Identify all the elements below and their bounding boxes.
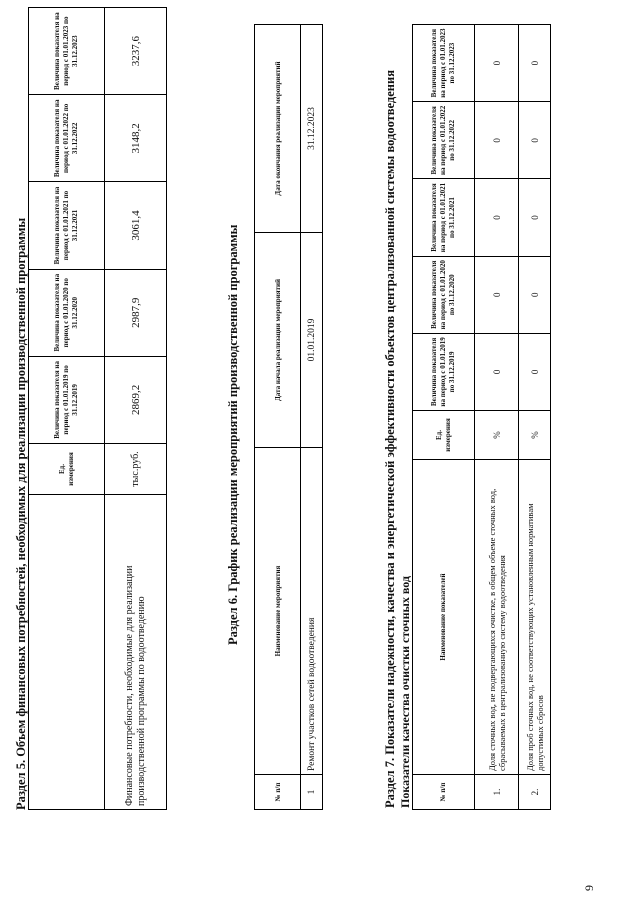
start-date: 01.01.2019 [301,233,323,448]
header-cell: Величина показателя на период с 01.01.2022 по 31.12.2022 [413,102,475,179]
header-cell: Ед. измерения [413,411,475,460]
page-number: 9 [582,885,596,891]
header-cell: Величина показателя на период с 01.01.2020 по 31.12.2020 [413,256,475,333]
value-cell: 3061,4 [105,182,167,269]
row-number: 1 [301,775,323,810]
table-header-row [413,25,475,810]
value-cell: 3237,6 [105,8,167,95]
value-cell: 0 [519,102,551,179]
value-cell: 0 [519,25,551,102]
section7-title: Раздел 7. Показатели надежности, качества и энергетической эффективности объектов централизованной системы водоотведения [383,70,397,808]
header-cell: Наименование мероприятия [255,448,301,775]
table-row [475,25,519,810]
indicator-name: Доля проб сточных вод, не соответствующих установленным нормативам допустимых сбросов [519,460,551,775]
value-cell: 0 [519,333,551,410]
header-cell: Величина показателя на период с 01.01.2021 по 31.12.2021 [29,182,105,269]
table-header-row [255,25,301,810]
unit-cell: тыс.руб. [105,444,167,495]
table-header-row [29,8,105,810]
section5-title: Раздел 5. Объем финансовых потребностей, необходимых для реализации производственной программы [14,217,28,810]
row-number: 2. [519,775,551,810]
value-cell: 3148,2 [105,95,167,182]
unit-cell: % [519,411,551,460]
header-cell: Дата окончания реализации мероприятий [255,25,301,233]
header-cell: Величина показателя на период с 01.01.2019 по 31.12.2019 [413,333,475,410]
section7-subtitle: Показатели качества очистки сточных вод [398,576,412,808]
header-cell: Величина показателя на период с 01.01.2020 по 31.12.2020 [29,269,105,356]
header-cell: Наименование показателей [413,460,475,775]
value-cell: 2869,2 [105,356,167,443]
value-cell: 0 [475,256,519,333]
row-number: 1. [475,775,519,810]
activity-name: Ремонт участков сетей водоотведения [301,448,323,775]
header-cell: № п/п [255,775,301,810]
header-cell: Величина показателя на период с 01.01.2019 по 31.12.2019 [29,356,105,443]
indicator-name: Финансовые потребности, необходимые для реализации производственной программы по водоотведению [105,495,167,810]
header-cell: Дата начала реализации мероприятий [255,233,301,448]
section5-table [28,7,167,810]
value-cell: 0 [519,179,551,256]
value-cell: 2987,9 [105,269,167,356]
value-cell: 0 [519,256,551,333]
header-cell: Величина показателя на период с 01.01.2021 по 31.12.2021 [413,179,475,256]
indicator-name: Доля сточных вод, не подвергающихся очистке, в общем объеме сточных вод, сбрасываемых в централизованную систему водоотведения [475,460,519,775]
header-cell: Величина показателя на период с 01.01.2022 по 31.12.2022 [29,95,105,182]
section6-table [254,24,323,810]
header-cell: Величина показателя на период с 01.01.2023 по 31.12.2023 [413,25,475,102]
value-cell: 0 [475,179,519,256]
end-date: 31.12.2023 [301,25,323,233]
table-row [519,25,551,810]
table-row [301,25,323,810]
unit-cell: % [475,411,519,460]
header-cell: Величина показателя на период с 01.01.2023 по 31.12.2023 [29,8,105,95]
header-cell [29,495,105,810]
table-row [105,8,167,810]
value-cell: 0 [475,25,519,102]
section7-table [412,24,551,810]
header-cell: № п/п [413,775,475,810]
header-cell: Ед. измерения [29,444,105,495]
value-cell: 0 [475,102,519,179]
section6-title: Раздел 6. График реализации мероприятий производственной программы [226,224,240,645]
value-cell: 0 [475,333,519,410]
